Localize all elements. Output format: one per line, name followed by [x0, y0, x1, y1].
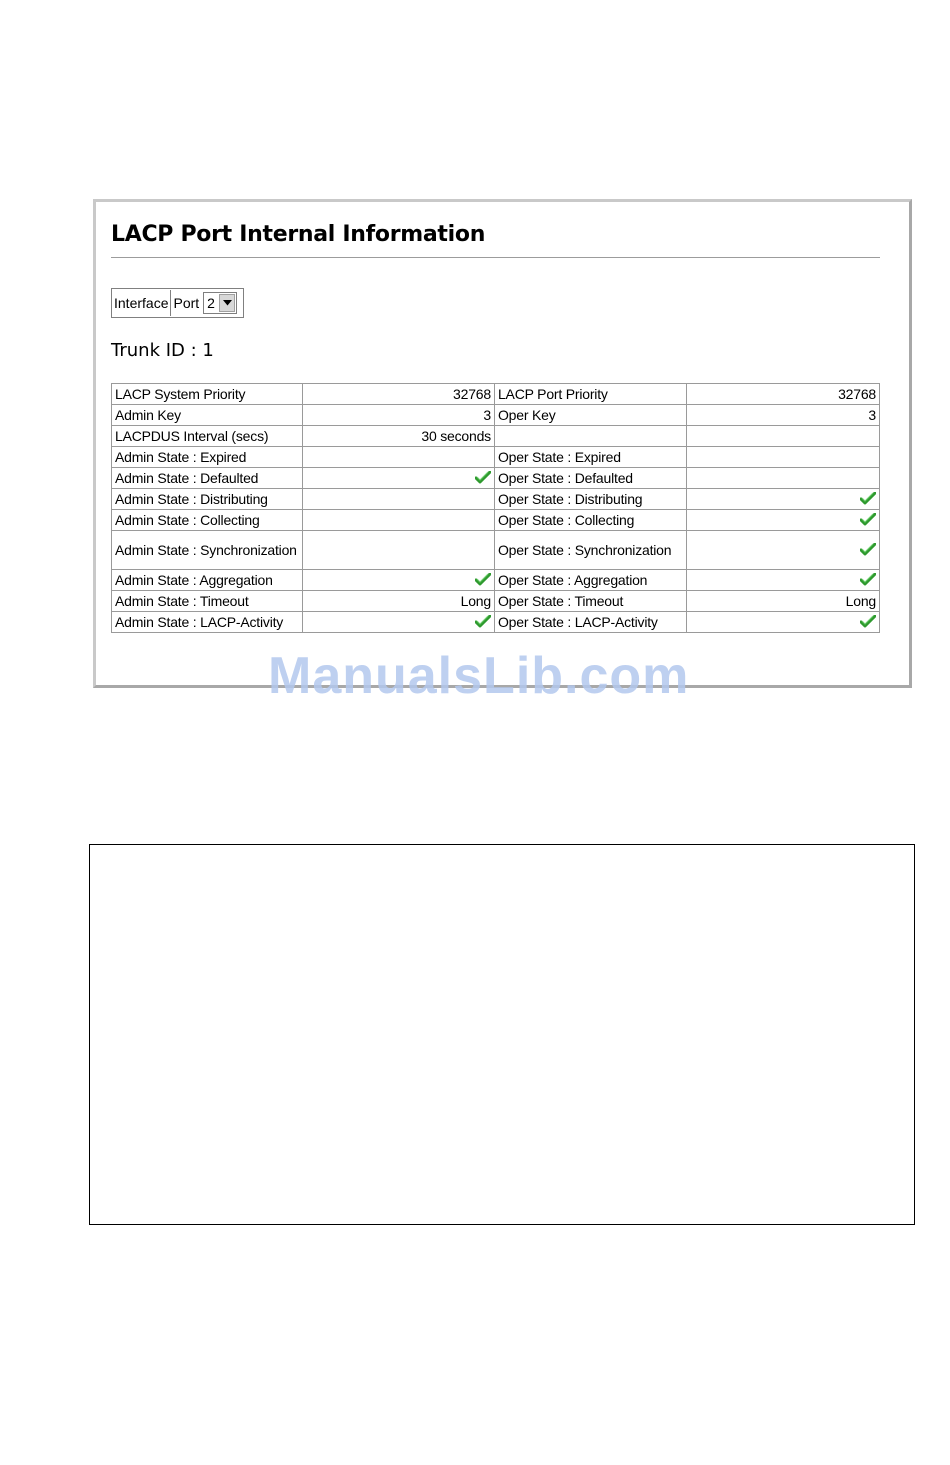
table-row	[112, 612, 880, 633]
left-label-text: LACP System Priority	[115, 386, 246, 402]
checkmark-icon	[860, 573, 876, 589]
checkmark-icon	[475, 615, 491, 631]
right-label-cell	[494, 468, 687, 489]
right-value-cell	[687, 510, 880, 531]
empty-box	[89, 844, 915, 1225]
right-label-text: Oper State : Synchronization	[497, 542, 672, 558]
right-label-text: Oper State : Aggregation	[497, 572, 648, 588]
left-label-cell	[112, 489, 303, 510]
left-label-cell	[112, 612, 303, 633]
table-row	[112, 384, 880, 405]
right-value-text: 32768	[838, 386, 876, 402]
left-label-text: Admin State : Expired	[115, 449, 247, 465]
lacp-info-table	[111, 383, 880, 633]
table-row	[112, 426, 880, 447]
table-row	[112, 570, 880, 591]
right-label-cell	[494, 426, 687, 447]
left-value-text: 32768	[453, 386, 491, 402]
right-label-text: Oper State : Timeout	[497, 593, 624, 609]
checkmark-icon	[475, 573, 491, 589]
trunk-id: Trunk ID : 1	[111, 340, 214, 361]
right-value-cell	[687, 468, 880, 489]
title-divider	[111, 257, 880, 258]
chevron-down-icon[interactable]	[219, 294, 235, 312]
port-select[interactable]	[203, 292, 237, 314]
left-value-cell	[303, 468, 494, 489]
right-value-cell	[687, 489, 880, 510]
right-value-cell	[687, 531, 880, 570]
left-value-text: 3	[483, 407, 491, 423]
right-label-text: Oper State : Expired	[497, 449, 621, 465]
left-label-text: Admin State : Distributing	[115, 491, 268, 507]
right-label-cell	[494, 531, 687, 570]
interface-label: Interface	[112, 290, 171, 316]
left-label-text: Admin State : Aggregation	[115, 572, 273, 588]
left-value-cell	[303, 570, 494, 591]
left-value-text: 30 seconds	[421, 428, 491, 444]
checkmark-icon	[475, 471, 491, 487]
checkmark-icon	[860, 615, 876, 631]
port-select-value: 2	[207, 295, 215, 311]
left-value-cell	[303, 591, 494, 612]
right-value-text: Long	[845, 593, 876, 609]
table-row	[112, 405, 880, 426]
interface-port-selector	[111, 288, 244, 318]
left-label-cell	[112, 405, 303, 426]
left-value-cell	[303, 384, 494, 405]
right-label-cell	[494, 489, 687, 510]
left-label-cell	[112, 384, 303, 405]
right-label-cell	[494, 384, 687, 405]
right-value-cell	[687, 591, 880, 612]
port-label: Port	[173, 295, 200, 311]
table-row	[112, 591, 880, 612]
right-value-cell	[687, 447, 880, 468]
left-value-cell	[303, 426, 494, 447]
table-row	[112, 510, 880, 531]
table-row	[112, 447, 880, 468]
watermark: ManualsLib.com	[268, 647, 690, 705]
right-label-cell	[494, 591, 687, 612]
right-value-cell	[687, 426, 880, 447]
lacp-port-internal-info-panel	[93, 199, 912, 688]
checkmark-icon	[860, 543, 876, 559]
right-value-cell	[687, 570, 880, 591]
right-label-text: Oper Key	[497, 407, 556, 423]
page-title: LACP Port Internal Information	[111, 222, 486, 247]
right-label-text: Oper State : Collecting	[497, 512, 635, 528]
left-value-cell	[303, 405, 494, 426]
left-label-cell	[112, 426, 303, 447]
left-value-text: Long	[460, 593, 491, 609]
right-label-text: Oper State : Defaulted	[497, 470, 633, 486]
left-value-cell	[303, 612, 494, 633]
left-label-cell	[112, 447, 303, 468]
left-label-text: Admin State : Defaulted	[115, 470, 259, 486]
left-label-text: Admin State : Timeout	[115, 593, 249, 609]
left-value-cell	[303, 531, 494, 570]
table-row	[112, 489, 880, 510]
right-value-cell	[687, 384, 880, 405]
right-value-text: 3	[868, 407, 876, 423]
left-value-cell	[303, 510, 494, 531]
left-label-cell	[112, 531, 303, 570]
right-value-cell	[687, 612, 880, 633]
left-label-cell	[112, 510, 303, 531]
left-label-text: Admin State : Collecting	[115, 512, 260, 528]
left-label-cell	[112, 570, 303, 591]
right-label-text: Oper State : LACP-Activity	[497, 614, 658, 630]
checkmark-icon	[860, 513, 876, 529]
left-value-cell	[303, 489, 494, 510]
table-row	[112, 468, 880, 489]
right-label-text: LACP Port Priority	[497, 386, 608, 402]
left-label-cell	[112, 591, 303, 612]
right-label-cell	[494, 447, 687, 468]
left-value-cell	[303, 447, 494, 468]
right-label-text: Oper State : Distributing	[497, 491, 643, 507]
right-label-cell	[494, 570, 687, 591]
left-label-cell	[112, 468, 303, 489]
table-row	[112, 531, 880, 570]
left-label-text: LACPDUS Interval (secs)	[115, 428, 269, 444]
left-label-text: Admin Key	[115, 407, 181, 423]
right-label-cell	[494, 612, 687, 633]
checkmark-icon	[860, 492, 876, 508]
right-label-cell	[494, 405, 687, 426]
right-label-cell	[494, 510, 687, 531]
left-label-text: Admin State : LACP-Activity	[115, 614, 284, 630]
right-value-cell	[687, 405, 880, 426]
left-label-text: Admin State : Synchronization	[115, 542, 297, 558]
